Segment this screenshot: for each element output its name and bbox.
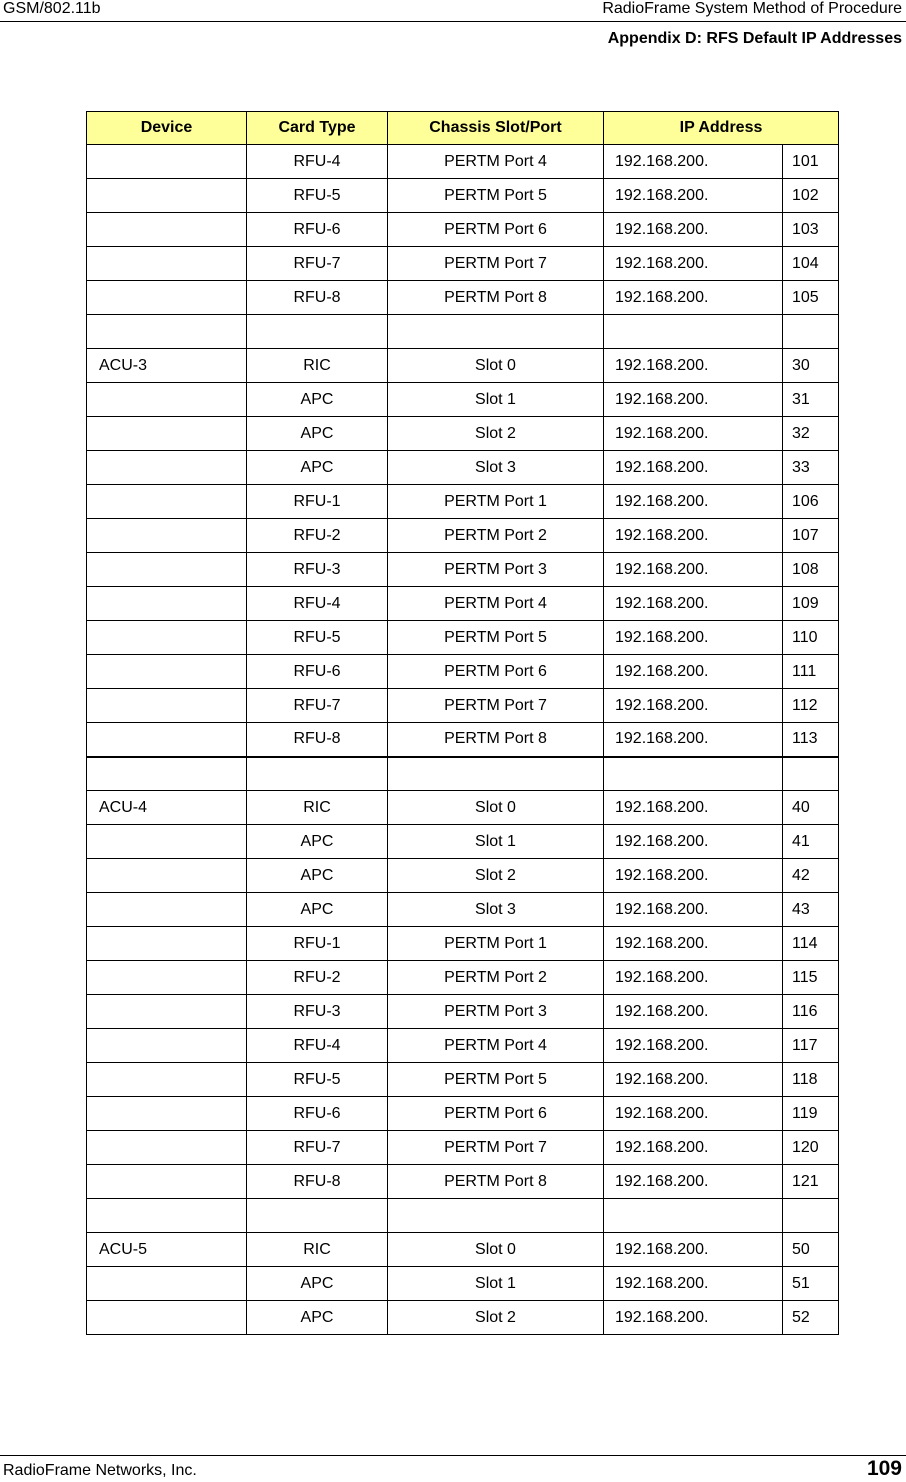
header-rule — [0, 21, 906, 22]
cell-device — [87, 587, 247, 621]
cell-ip-prefix: 192.168.200. — [604, 1301, 783, 1335]
cell-card-type: RFU-4 — [247, 1029, 388, 1063]
cell-ip-octet: 52 — [783, 1301, 839, 1335]
cell-ip-prefix: 192.168.200. — [604, 485, 783, 519]
cell-chassis-slot: Slot 2 — [388, 417, 604, 451]
cell-ip-octet: 50 — [783, 1233, 839, 1267]
cell-device — [87, 1029, 247, 1063]
cell-ip-octet: 118 — [783, 1063, 839, 1097]
cell-card-type: RFU-6 — [247, 655, 388, 689]
cell-chassis-slot: PERTM Port 3 — [388, 995, 604, 1029]
cell-card-type: RIC — [247, 791, 388, 825]
table-row — [87, 417, 839, 451]
cell-ip-octet: 116 — [783, 995, 839, 1029]
cell-ip-octet: 107 — [783, 519, 839, 553]
ip-address-table — [86, 111, 839, 1335]
column-header-chassis-slot-port: Chassis Slot/Port — [388, 112, 604, 145]
table-row — [87, 553, 839, 587]
cell-chassis-slot: Slot 3 — [388, 893, 604, 927]
cell-chassis-slot: Slot 0 — [388, 1233, 604, 1267]
cell-ip-octet: 103 — [783, 213, 839, 247]
cell-ip-prefix — [604, 315, 783, 349]
cell-ip-octet: 32 — [783, 417, 839, 451]
cell-device — [87, 859, 247, 893]
cell-device — [87, 213, 247, 247]
cell-card-type: APC — [247, 1301, 388, 1335]
table-row — [87, 281, 839, 315]
cell-chassis-slot: PERTM Port 5 — [388, 1063, 604, 1097]
cell-device — [87, 621, 247, 655]
cell-ip-prefix: 192.168.200. — [604, 145, 783, 179]
cell-ip-prefix: 192.168.200. — [604, 961, 783, 995]
table-row — [87, 689, 839, 723]
cell-card-type: APC — [247, 417, 388, 451]
cell-chassis-slot: PERTM Port 5 — [388, 179, 604, 213]
cell-chassis-slot: PERTM Port 2 — [388, 961, 604, 995]
table-row — [87, 1301, 839, 1335]
cell-ip-octet: 117 — [783, 1029, 839, 1063]
page-number: 109 — [866, 1457, 902, 1480]
table-row — [87, 1097, 839, 1131]
table-row — [87, 655, 839, 689]
cell-chassis-slot: Slot 1 — [388, 825, 604, 859]
cell-ip-octet: 111 — [783, 655, 839, 689]
cell-ip-octet: 110 — [783, 621, 839, 655]
table-row — [87, 1029, 839, 1063]
cell-ip-octet: 106 — [783, 485, 839, 519]
cell-chassis-slot: PERTM Port 2 — [388, 519, 604, 553]
cell-ip-prefix: 192.168.200. — [604, 451, 783, 485]
cell-chassis-slot: PERTM Port 7 — [388, 247, 604, 281]
cell-chassis-slot: PERTM Port 6 — [388, 213, 604, 247]
cell-ip-octet: 104 — [783, 247, 839, 281]
cell-ip-prefix: 192.168.200. — [604, 893, 783, 927]
cell-ip-prefix: 192.168.200. — [604, 1131, 783, 1165]
cell-ip-octet: 42 — [783, 859, 839, 893]
table-row — [87, 587, 839, 621]
cell-ip-octet: 120 — [783, 1131, 839, 1165]
cell-chassis-slot: PERTM Port 7 — [388, 1131, 604, 1165]
table-row — [87, 179, 839, 213]
cell-ip-prefix: 192.168.200. — [604, 1063, 783, 1097]
cell-card-type: RIC — [247, 349, 388, 383]
cell-ip-prefix: 192.168.200. — [604, 383, 783, 417]
table-row — [87, 995, 839, 1029]
cell-ip-prefix: 192.168.200. — [604, 1233, 783, 1267]
cell-card-type: RFU-8 — [247, 281, 388, 315]
table-row — [87, 145, 839, 179]
cell-ip-prefix: 192.168.200. — [604, 213, 783, 247]
cell-ip-prefix: 192.168.200. — [604, 621, 783, 655]
cell-ip-prefix — [604, 1199, 783, 1233]
cell-card-type: RFU-4 — [247, 587, 388, 621]
cell-card-type: RFU-6 — [247, 1097, 388, 1131]
table-row — [87, 1063, 839, 1097]
cell-chassis-slot: Slot 2 — [388, 1301, 604, 1335]
cell-card-type: APC — [247, 859, 388, 893]
cell-device — [87, 179, 247, 213]
cell-ip-octet: 109 — [783, 587, 839, 621]
table-row — [87, 791, 839, 825]
table-row — [87, 485, 839, 519]
table-row — [87, 1199, 839, 1233]
cell-device — [87, 247, 247, 281]
cell-card-type: APC — [247, 825, 388, 859]
cell-chassis-slot: PERTM Port 5 — [388, 621, 604, 655]
cell-ip-prefix: 192.168.200. — [604, 995, 783, 1029]
cell-ip-octet: 119 — [783, 1097, 839, 1131]
table-row — [87, 893, 839, 927]
cell-device — [87, 723, 247, 757]
table-row — [87, 859, 839, 893]
cell-card-type: APC — [247, 893, 388, 927]
cell-card-type: RFU-7 — [247, 247, 388, 281]
cell-device — [87, 553, 247, 587]
cell-ip-octet — [783, 1199, 839, 1233]
cell-card-type: RFU-8 — [247, 1165, 388, 1199]
cell-ip-octet: 30 — [783, 349, 839, 383]
cell-card-type: RFU-8 — [247, 723, 388, 757]
cell-card-type: RFU-2 — [247, 961, 388, 995]
cell-device — [87, 1199, 247, 1233]
column-header-device: Device — [87, 112, 247, 145]
cell-ip-octet: 31 — [783, 383, 839, 417]
cell-ip-octet — [783, 757, 839, 791]
cell-chassis-slot: PERTM Port 6 — [388, 655, 604, 689]
cell-ip-prefix: 192.168.200. — [604, 723, 783, 757]
header-doc-title: RadioFrame System Method of Procedure — [602, 0, 902, 17]
cell-device — [87, 961, 247, 995]
cell-chassis-slot: PERTM Port 1 — [388, 485, 604, 519]
cell-ip-octet: 43 — [783, 893, 839, 927]
cell-device: ACU-4 — [87, 791, 247, 825]
cell-device — [87, 485, 247, 519]
cell-ip-octet: 113 — [783, 723, 839, 757]
cell-ip-octet: 40 — [783, 791, 839, 825]
cell-ip-prefix: 192.168.200. — [604, 349, 783, 383]
cell-device — [87, 1165, 247, 1199]
cell-card-type: RFU-5 — [247, 179, 388, 213]
cell-chassis-slot: PERTM Port 4 — [388, 587, 604, 621]
cell-device — [87, 145, 247, 179]
cell-chassis-slot: PERTM Port 8 — [388, 281, 604, 315]
table-row — [87, 519, 839, 553]
table-row — [87, 349, 839, 383]
cell-card-type: APC — [247, 451, 388, 485]
cell-chassis-slot: Slot 0 — [388, 349, 604, 383]
table-row — [87, 927, 839, 961]
cell-device — [87, 1131, 247, 1165]
table-row — [87, 723, 839, 757]
cell-ip-prefix: 192.168.200. — [604, 655, 783, 689]
cell-card-type: APC — [247, 1267, 388, 1301]
cell-chassis-slot: PERTM Port 4 — [388, 145, 604, 179]
table-row — [87, 247, 839, 281]
cell-ip-prefix: 192.168.200. — [604, 1267, 783, 1301]
cell-chassis-slot: Slot 1 — [388, 383, 604, 417]
cell-chassis-slot: PERTM Port 7 — [388, 689, 604, 723]
cell-card-type: RFU-1 — [247, 485, 388, 519]
cell-ip-prefix: 192.168.200. — [604, 587, 783, 621]
column-header-card-type: Card Type — [247, 112, 388, 145]
table-row — [87, 1233, 839, 1267]
cell-device — [87, 1267, 247, 1301]
cell-device — [87, 995, 247, 1029]
cell-ip-octet: 33 — [783, 451, 839, 485]
cell-ip-prefix: 192.168.200. — [604, 553, 783, 587]
cell-ip-prefix — [604, 757, 783, 791]
cell-chassis-slot: PERTM Port 1 — [388, 927, 604, 961]
cell-device — [87, 927, 247, 961]
cell-ip-octet: 121 — [783, 1165, 839, 1199]
header-section-title: Appendix D: RFS Default IP Addresses — [607, 30, 902, 47]
cell-ip-prefix: 192.168.200. — [604, 825, 783, 859]
cell-card-type: RFU-1 — [247, 927, 388, 961]
cell-device — [87, 383, 247, 417]
cell-ip-octet: 41 — [783, 825, 839, 859]
cell-ip-octet: 101 — [783, 145, 839, 179]
cell-chassis-slot — [388, 1199, 604, 1233]
cell-ip-prefix: 192.168.200. — [604, 1029, 783, 1063]
cell-ip-prefix: 192.168.200. — [604, 1165, 783, 1199]
table-header-row — [87, 112, 839, 145]
cell-device — [87, 757, 247, 791]
cell-card-type: RFU-5 — [247, 1063, 388, 1097]
footer-rule — [0, 1455, 906, 1456]
cell-chassis-slot: Slot 1 — [388, 1267, 604, 1301]
cell-ip-prefix: 192.168.200. — [604, 859, 783, 893]
table-row — [87, 825, 839, 859]
cell-chassis-slot — [388, 315, 604, 349]
cell-device: ACU-5 — [87, 1233, 247, 1267]
cell-ip-prefix: 192.168.200. — [604, 927, 783, 961]
cell-card-type: RFU-6 — [247, 213, 388, 247]
cell-device — [87, 689, 247, 723]
cell-card-type: RFU-7 — [247, 1131, 388, 1165]
cell-device — [87, 1097, 247, 1131]
cell-ip-prefix: 192.168.200. — [604, 179, 783, 213]
cell-card-type: RFU-3 — [247, 995, 388, 1029]
cell-chassis-slot — [388, 757, 604, 791]
cell-card-type: RFU-5 — [247, 621, 388, 655]
cell-card-type: APC — [247, 383, 388, 417]
cell-card-type: RIC — [247, 1233, 388, 1267]
cell-card-type — [247, 1199, 388, 1233]
cell-ip-prefix: 192.168.200. — [604, 417, 783, 451]
cell-ip-octet — [783, 315, 839, 349]
cell-card-type: RFU-7 — [247, 689, 388, 723]
table-row — [87, 451, 839, 485]
cell-chassis-slot: PERTM Port 6 — [388, 1097, 604, 1131]
table-row — [87, 383, 839, 417]
cell-chassis-slot: Slot 0 — [388, 791, 604, 825]
cell-device — [87, 1301, 247, 1335]
table-row — [87, 1165, 839, 1199]
footer-company: RadioFrame Networks, Inc. — [3, 1462, 197, 1479]
cell-card-type — [247, 757, 388, 791]
cell-device — [87, 519, 247, 553]
cell-ip-octet: 102 — [783, 179, 839, 213]
table-row — [87, 961, 839, 995]
cell-ip-prefix: 192.168.200. — [604, 281, 783, 315]
cell-ip-prefix: 192.168.200. — [604, 1097, 783, 1131]
cell-ip-octet: 108 — [783, 553, 839, 587]
table-row — [87, 315, 839, 349]
cell-card-type: RFU-4 — [247, 145, 388, 179]
cell-device — [87, 315, 247, 349]
cell-ip-prefix: 192.168.200. — [604, 689, 783, 723]
table-row — [87, 1131, 839, 1165]
cell-card-type: RFU-3 — [247, 553, 388, 587]
cell-device — [87, 281, 247, 315]
table-row — [87, 621, 839, 655]
cell-device — [87, 655, 247, 689]
cell-chassis-slot: PERTM Port 4 — [388, 1029, 604, 1063]
cell-device — [87, 1063, 247, 1097]
column-header-ip-address: IP Address — [604, 112, 839, 145]
cell-ip-octet: 115 — [783, 961, 839, 995]
cell-ip-octet: 114 — [783, 927, 839, 961]
cell-card-type: RFU-2 — [247, 519, 388, 553]
cell-ip-octet: 51 — [783, 1267, 839, 1301]
cell-device — [87, 451, 247, 485]
table-row — [87, 213, 839, 247]
table-row — [87, 1267, 839, 1301]
cell-ip-prefix: 192.168.200. — [604, 247, 783, 281]
cell-card-type — [247, 315, 388, 349]
cell-chassis-slot: PERTM Port 3 — [388, 553, 604, 587]
cell-device — [87, 417, 247, 451]
cell-device: ACU-3 — [87, 349, 247, 383]
cell-ip-prefix: 192.168.200. — [604, 519, 783, 553]
cell-device — [87, 893, 247, 927]
cell-chassis-slot: Slot 2 — [388, 859, 604, 893]
cell-ip-octet: 112 — [783, 689, 839, 723]
cell-device — [87, 825, 247, 859]
cell-chassis-slot: PERTM Port 8 — [388, 723, 604, 757]
cell-chassis-slot: PERTM Port 8 — [388, 1165, 604, 1199]
cell-ip-octet: 105 — [783, 281, 839, 315]
table-row — [87, 757, 839, 791]
table-body — [87, 145, 839, 1335]
cell-chassis-slot: Slot 3 — [388, 451, 604, 485]
cell-ip-prefix: 192.168.200. — [604, 791, 783, 825]
header-doc-id: GSM/802.11b — [3, 0, 101, 17]
